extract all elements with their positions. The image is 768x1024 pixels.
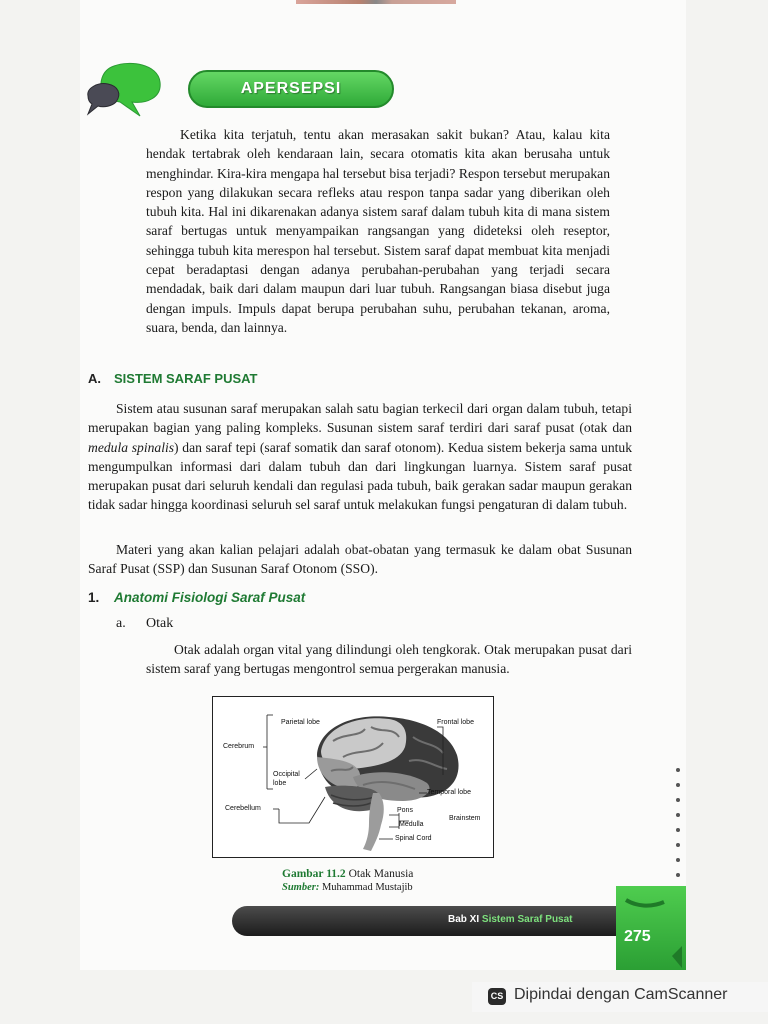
label-pons: Pons (397, 807, 413, 814)
brain-figure (212, 696, 494, 858)
camscanner-logo-icon: CS (488, 988, 506, 1005)
intro-paragraph (146, 125, 610, 337)
label-medulla: Medulla (399, 821, 424, 828)
label-spinal-cord: Spinal Cord (395, 835, 432, 842)
section-heading-a: A. SISTEM SARAF PUSAT (88, 371, 258, 386)
label-parietal-lobe: Parietal lobe (281, 719, 320, 726)
label-brainstem: Brainstem (449, 815, 481, 822)
top-photo-strip (296, 0, 456, 4)
section-heading-1: 1. Anatomi Fisiologi Saraf Pusat (88, 590, 306, 605)
label-cerebellum: Cerebellum (225, 805, 261, 812)
body-paragraph-1: Sistem atau susunan saraf merupakan salah satu bagian terkecil dari organ dalam tubuh, tetapi merupakan bagian yang paling kompleks. Susunan sistem saraf terdiri dari saraf pusat (otak dan medula spinalis) dan saraf tepi (saraf somatik dan saraf otonom). Kedua sistem bekerja sama untuk mengumpulkan informasi dari dalam tubuh dan dari lingkungan luarnya. Sistem saraf pusat merupakan pusat dari seluruh kendali dan regulasi pada tubuh, baik gerakan sadar maupun gerakan tidak sadar hingga koordinasi seluruh sel saraf untuk melakukan fungsi pengaturan di dalam tubuh. (88, 401, 633, 513)
page-number: 275 (624, 928, 651, 945)
footer-chapter: Bab XI Sistem Saraf Pusat (448, 914, 573, 925)
subsection-otak: a. Otak (116, 616, 174, 631)
label-occipital-1: Occipital (273, 771, 300, 778)
otak-paragraph: Otak adalah organ vital yang dilindungi oleh tengkorak. Otak merupakan pusat dari sistem saraf yang bertugas mengontrol semua pergerakan manusia. (146, 642, 633, 677)
apersepsi-banner: APERSEPSI (188, 70, 394, 108)
label-cerebrum: Cerebrum (223, 743, 255, 750)
camscanner-text: Dipindai dengan CamScanner (514, 986, 728, 1003)
label-frontal-lobe: Frontal lobe (437, 719, 474, 726)
figure-caption: Gambar 11.2 Otak Manusia (282, 868, 414, 880)
chat-bubble-icon (84, 62, 164, 124)
camscanner-watermark (472, 982, 768, 1012)
body-paragraph-2: Materi yang akan kalian pelajari adalah obat-obatan yang termasuk ke dalam obat Susunan Saraf Pusat (SSP) dan Susunan Saraf Otonom (SSO). (88, 542, 632, 577)
figure-source: Sumber: Muhammad Mustajib (282, 882, 413, 893)
label-temporal-lobe: Temporal lobe (427, 789, 471, 796)
intro-text: Ketika kita terjatuh, tentu akan merasakan sakit bukan? Atau, kalau kita hendak tertabrak oleh kendaraan lain, secara otomatis kita akan berusaha untuk menghindar. Kira-kira mengapa hal tersebut bisa terjadi? Respon tersebut merupakan respon yang dilakukan secara refleks atau respon tanpa sadar yang diberikan oleh tubuh kita. Hal ini dikarenakan adanya sistem saraf dalam tubuh kita di mana sistem saraf bertugas untuk menyampaikan rangsangan yang dideteksi oleh reseptor, sehingga tubuh kita merespon hal tersebut. Sistem saraf dapat membuat kita menjadi cepat beradaptasi dengan adanya perubahan-perubahan yang terjadi secara mendadak, baik dari dalam maupun dari luar tubuh. Rangsangan biasa disebut juga dengan impuls. Impuls dapat berupa perubahan suhu, perubahan tekanan, aroma, suara, benda, dan lainnya. (146, 127, 611, 335)
label-occipital-2: lobe (273, 780, 287, 787)
footer-bar (232, 906, 648, 936)
